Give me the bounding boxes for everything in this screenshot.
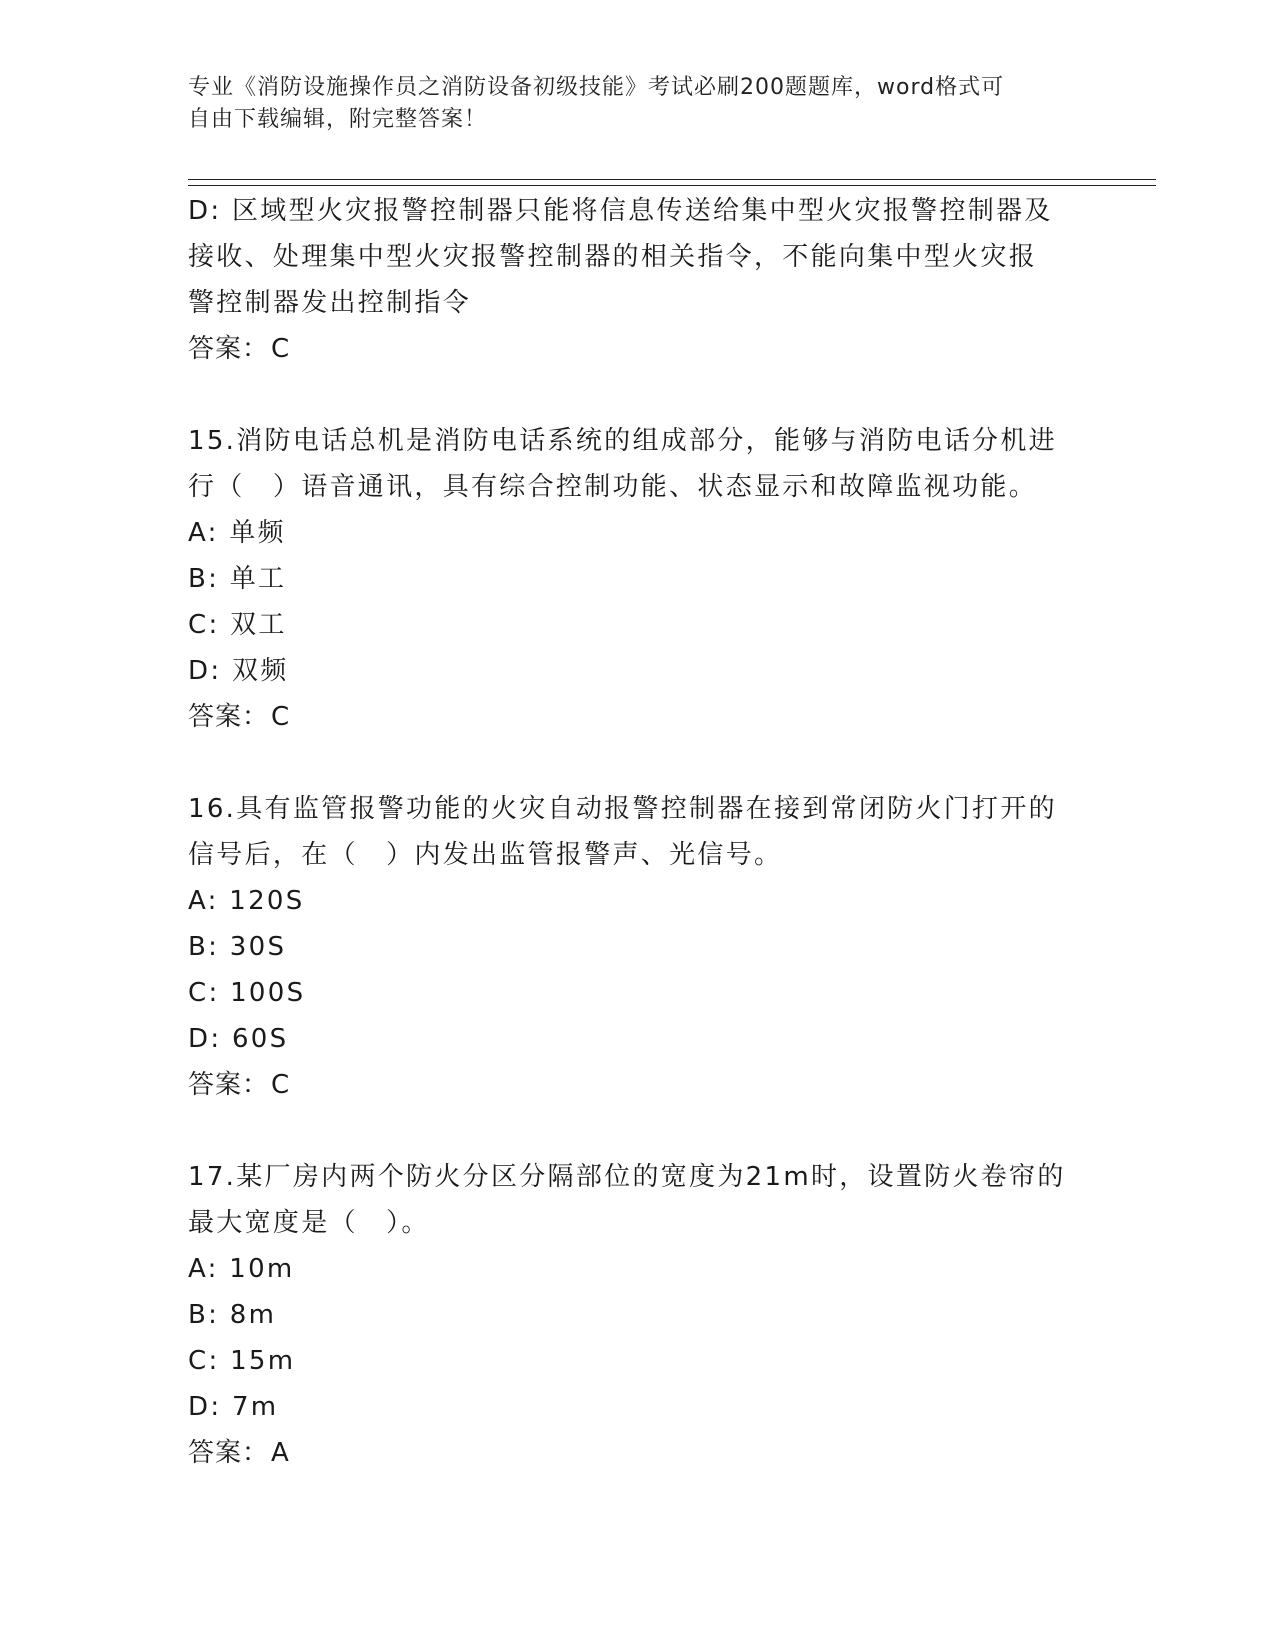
- option-b: B: 8m: [188, 1300, 277, 1330]
- spacer: [188, 1108, 1088, 1154]
- option-d: D: 60S: [188, 1024, 289, 1054]
- document-header: [188, 72, 1068, 136]
- option-d-line-1: D: 区域型火灾报警控制器只能将信息传送给集中型火灾报警控制器及: [188, 196, 1053, 226]
- question-stem-line: 17.某厂房内两个防火分区分隔部位的宽度为21m时，设置防火卷帘的: [188, 1162, 1066, 1192]
- answer-value: A: [271, 1438, 290, 1468]
- question-stem-line: 最大宽度是（ ）。: [188, 1208, 430, 1238]
- answer-label: 答案：: [188, 1438, 270, 1468]
- answer-line: [188, 694, 1088, 740]
- answer-label: 答案：: [188, 334, 270, 364]
- question-stem-line: 信号后，在（ ）内发出监管报警声、光信号。: [188, 840, 783, 870]
- header-divider-top: [188, 179, 1156, 180]
- spacer: [188, 372, 1088, 418]
- document-body: [188, 188, 1088, 1476]
- header-divider-bottom: [188, 185, 1156, 186]
- header-line-1: 专业《消防设施操作员之消防设备初级技能》考试必刷200题题库，word格式可: [188, 75, 1005, 100]
- option-d-line-3: 警控制器发出控制指令: [188, 288, 472, 318]
- question-16: [188, 786, 1088, 1108]
- answer-line: [188, 1062, 1088, 1108]
- answer-line: [188, 326, 1088, 372]
- answer-value: C: [271, 334, 291, 364]
- option-c: C: 双工: [188, 610, 287, 640]
- prev-question: [188, 188, 1088, 372]
- question-stem-line: 15.消防电话总机是消防电话系统的组成部分，能够与消防电话分机进: [188, 426, 1057, 456]
- question-stem-line: 16.具有监管报警功能的火灾自动报警控制器在接到常闭防火门打开的: [188, 794, 1057, 824]
- option-c: C: 15m: [188, 1346, 296, 1376]
- option-c: C: 100S: [188, 978, 306, 1008]
- spacer: [188, 740, 1088, 786]
- option-a: A: 120S: [188, 886, 305, 916]
- answer-label: 答案：: [188, 1070, 270, 1100]
- option-b: B: 单工: [188, 564, 287, 594]
- header-line-2: 自由下载编辑，附完整答案！: [188, 107, 488, 132]
- answer-value: C: [271, 1070, 291, 1100]
- question-17: [188, 1154, 1088, 1476]
- option-d-line-2: 接收、处理集中型火灾报警控制器的相关指令，不能向集中型火灾报: [188, 242, 1038, 272]
- option-a: A: 10m: [188, 1254, 295, 1284]
- option-a: A: 单频: [188, 518, 286, 548]
- option-b: B: 30S: [188, 932, 287, 962]
- question-stem-line: 行（ ）语音通讯，具有综合控制功能、状态显示和故障监视功能。: [188, 472, 1038, 502]
- answer-value: C: [271, 702, 291, 732]
- question-15: [188, 418, 1088, 740]
- option-d: D: 7m: [188, 1392, 279, 1422]
- answer-label: 答案：: [188, 702, 270, 732]
- answer-line: [188, 1430, 1088, 1476]
- option-d: D: 双频: [188, 656, 289, 686]
